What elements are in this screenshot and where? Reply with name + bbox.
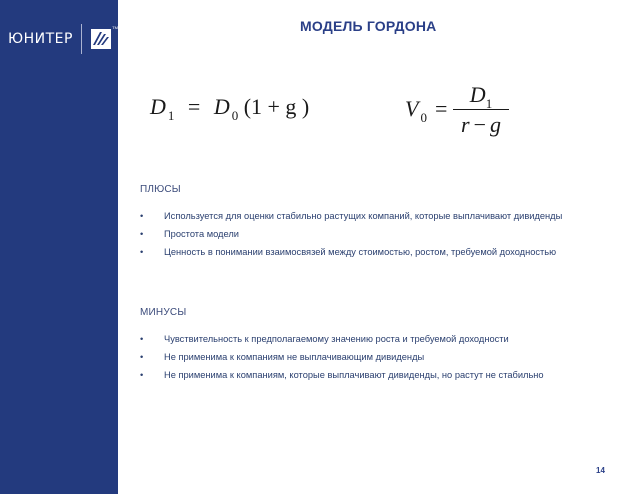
cons-list: [140, 333, 580, 387]
den-minus: −: [473, 112, 486, 137]
fraction-denominator: [453, 112, 509, 138]
list-item: [140, 210, 580, 222]
cons-heading: МИНУСЫ: [140, 307, 187, 318]
formula-rhs-var: D: [213, 94, 230, 119]
numerator-var: D: [469, 82, 486, 107]
list-item: [140, 351, 580, 363]
den-g: g: [489, 112, 501, 137]
pros-list: [140, 210, 580, 264]
cons-item-text: Не применима к компаниям, которые выплачивают дивиденды, но растут не стабильно: [164, 370, 544, 380]
numerator-sub: 1: [485, 96, 493, 111]
pros-item-text: Простота модели: [164, 229, 239, 239]
list-item: [140, 246, 580, 258]
fraction-numerator: [453, 82, 509, 111]
logo-text: ЮНИТЕР: [8, 31, 73, 47]
bullet-icon: •: [140, 352, 144, 362]
page-title: МОДЕЛЬ ГОРДОНА: [300, 18, 437, 34]
formula-equals: =: [187, 94, 201, 119]
bullet-icon: •: [140, 247, 144, 257]
cons-item-text: Не применима к компаниям не выплачивающим дивиденды: [164, 352, 425, 362]
list-item: [140, 369, 580, 381]
value-fraction: [453, 82, 509, 138]
formula-rhs-rest: (1 + g ): [243, 94, 310, 119]
bullet-icon: •: [140, 370, 144, 380]
brand-sidebar: [0, 0, 118, 494]
den-r: r: [461, 112, 470, 137]
formula-lhs-var: D: [150, 94, 166, 119]
bullet-icon: •: [140, 211, 144, 221]
formula-rhs-sub: 0: [231, 108, 239, 123]
pros-item-text: Ценность в понимании взаимосвязей между стоимостью, ростом, требуемой доходностью: [164, 247, 557, 257]
uniter-logo-icon: [90, 25, 118, 50]
value-lhs-var: V: [405, 96, 419, 121]
pros-heading: ПЛЮСЫ: [140, 184, 181, 195]
fraction-bar: [453, 109, 509, 110]
cons-item-text: Чувствительность к предполагаемому значению роста и требуемой доходности: [164, 334, 509, 344]
page-number: 14: [596, 466, 605, 475]
trademark-label: TM: [112, 25, 118, 30]
logo-divider: [81, 24, 82, 54]
pros-item-text: Используется для оценки стабильно растущих компаний, которые выплачивают дивиденды: [164, 211, 563, 221]
bullet-icon: •: [140, 334, 144, 344]
bullet-icon: •: [140, 229, 144, 239]
value-equals: =: [434, 96, 448, 121]
formula-lhs-sub: 1: [167, 108, 175, 123]
value-lhs-sub: 0: [420, 110, 427, 125]
logo: [8, 24, 118, 54]
growth-formula: [150, 94, 309, 124]
list-item: [140, 333, 580, 345]
list-item: [140, 228, 580, 240]
value-formula-lhs: [405, 96, 447, 126]
